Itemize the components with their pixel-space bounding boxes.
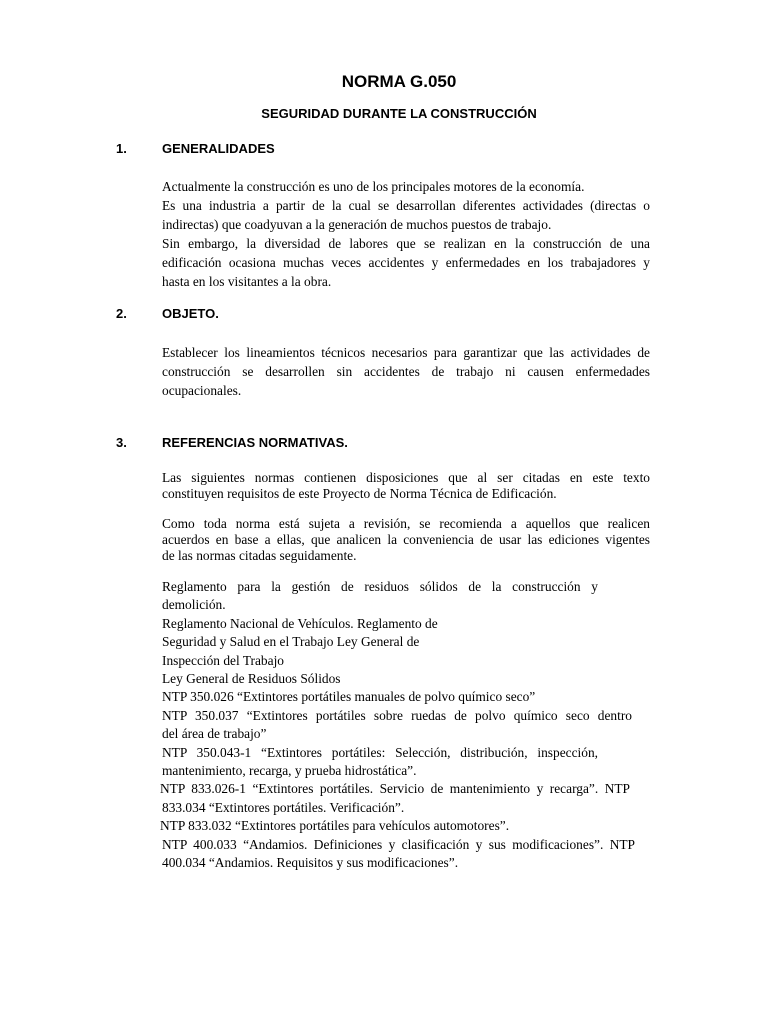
- section-number: 2.: [116, 306, 127, 321]
- reference-line: 833.034 “Extintores portátiles. Verificación”.: [162, 799, 405, 815]
- reference-line: NTP 350.026 “Extintores portátiles manuales de polvo químico seco”: [162, 689, 536, 705]
- body-line: Las siguientes normas contienen disposiciones que al ser citadas en este texto: [162, 470, 650, 485]
- reference-line: NTP 400.033 “Andamios. Definiciones y clasificación y sus modificaciones”. NTP: [162, 836, 635, 852]
- reference-line: del área de trabajo”: [162, 726, 267, 742]
- section-body-generalidades: [162, 177, 650, 291]
- references-intro-paragraph: [162, 470, 650, 502]
- body-line: Sin embargo, la diversidad de labores que se realizan en la construcción de una: [162, 236, 650, 251]
- body-line: constituyen requisitos de este Proyecto de Norma Técnica de Edificación.: [162, 486, 557, 501]
- document-title: NORMA G.050: [341, 72, 457, 91]
- reference-line: NTP 833.026-1 “Extintores portátiles. Servicio de mantenimiento y recarga”. NTP: [160, 781, 630, 797]
- body-line: de las normas citadas seguidamente.: [162, 548, 357, 563]
- document-subtitle: SEGURIDAD DURANTE LA CONSTRUCCIÓN: [261, 106, 537, 121]
- reference-line: demolición.: [162, 597, 226, 613]
- section-heading-referencias: [116, 435, 348, 450]
- reference-line: NTP 350.043-1 “Extintores portátiles: Selección, distribución, inspección,: [162, 744, 598, 760]
- body-line: Actualmente la construcción es uno de los principales motores de la economía.: [162, 179, 585, 194]
- body-line: acuerdos en base a ellas, que analicen la conveniencia de usar las ediciones vigentes: [162, 532, 650, 547]
- body-line: edificación ocasiona muchas veces accidentes y enfermedades en los trabajadores y: [162, 255, 650, 270]
- reference-line: Reglamento Nacional de Vehículos. Reglamento de: [162, 615, 438, 631]
- section-title: OBJETO.: [162, 306, 219, 321]
- reference-line: NTP 350.037 “Extintores portátiles sobre ruedas de polvo químico seco dentro: [162, 707, 632, 723]
- section-heading-objeto: [116, 306, 219, 321]
- section-title: GENERALIDADES: [162, 141, 275, 156]
- references-revision-paragraph: [162, 516, 650, 564]
- references-list: [162, 578, 650, 873]
- section-heading-generalidades: [116, 141, 275, 156]
- body-line: construcción se desarrollen sin accidentes de trabajo ni causen enfermedades: [162, 364, 650, 379]
- body-line: ocupacionales.: [162, 383, 242, 398]
- body-line: indirectas) que coadyuvan a la generación de muchos puestos de trabajo.: [162, 217, 552, 232]
- reference-line: Inspección del Trabajo: [162, 652, 284, 668]
- body-line: Establecer los lineamientos técnicos necesarios para garantizar que las actividades de: [162, 345, 650, 360]
- body-line: Es una industria a partir de la cual se desarrollan diferentes actividades (directas o: [162, 198, 650, 213]
- reference-line: 400.034 “Andamios. Requisitos y sus modificaciones”.: [162, 855, 459, 871]
- reference-line: Seguridad y Salud en el Trabajo Ley General de: [162, 634, 420, 650]
- section-title: REFERENCIAS NORMATIVAS.: [162, 435, 348, 450]
- reference-line: Ley General de Residuos Sólidos: [162, 671, 341, 687]
- section-body-objeto: [162, 343, 650, 400]
- body-line: hasta en los visitantes a la obra.: [162, 274, 332, 289]
- reference-line: Reglamento para la gestión de residuos sólidos de la construcción y: [162, 579, 598, 594]
- section-number: 3.: [116, 435, 127, 450]
- section-number: 1.: [116, 141, 127, 156]
- reference-line: NTP 833.032 “Extintores portátiles para vehículos automotores”.: [160, 818, 510, 834]
- body-line: Como toda norma está sujeta a revisión, se recomienda a aquellos que realicen: [162, 516, 650, 531]
- reference-line: mantenimiento, recarga, y prueba hidrostática”.: [162, 763, 417, 779]
